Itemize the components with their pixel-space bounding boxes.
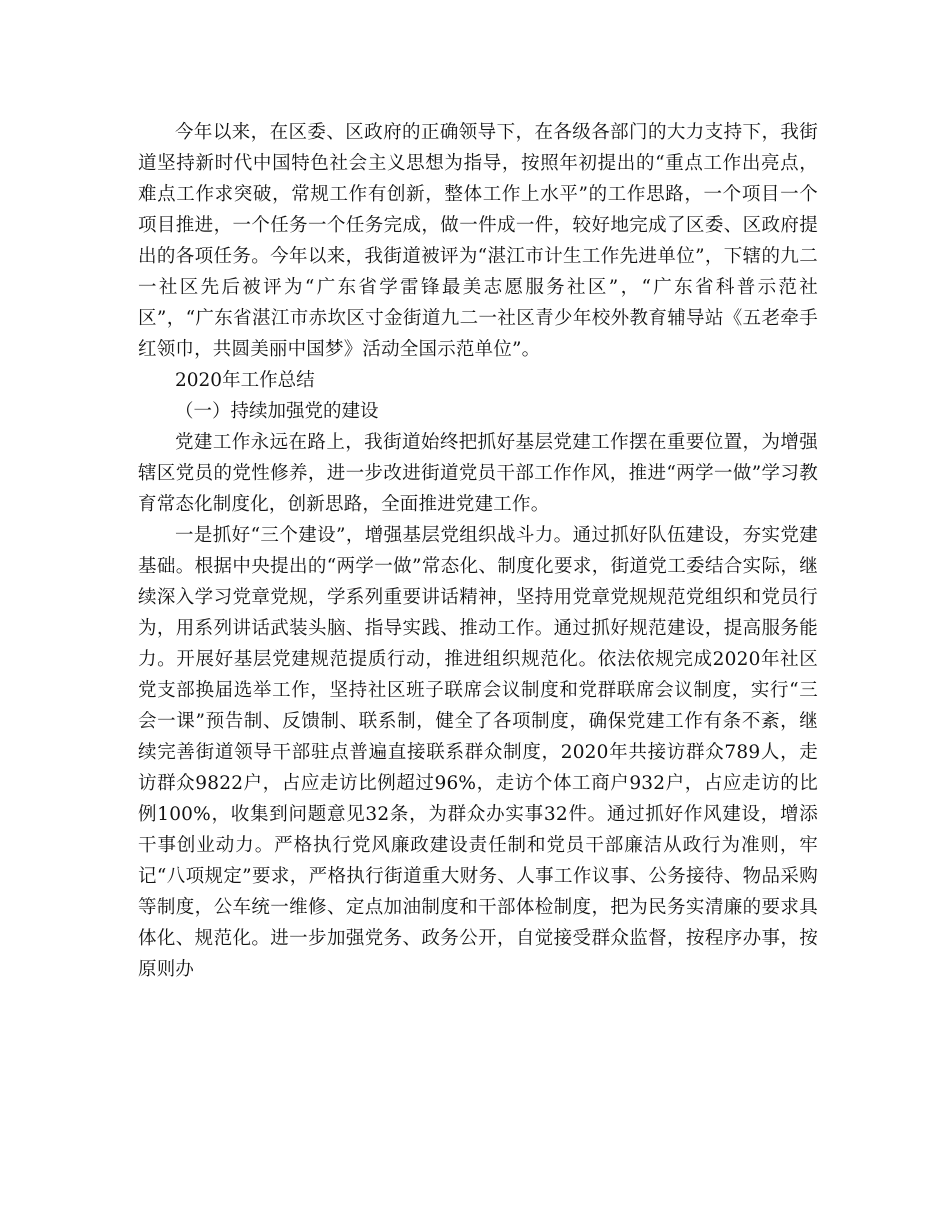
- section-heading-2020-summary: 2020年工作总结: [175, 370, 315, 391]
- subsection-heading-party-building: （一）持续加强党的建设: [175, 401, 379, 422]
- party-building-paragraph: 党建工作永远在路上，我街道始终把抓好基层党建工作摆在重要位置，为增强辖区党员的党性修养，进一步改进街道党员干部工作作风，推进“两学一做”学习教育常态化制度化，创新思路，全面推进党建工作。: [138, 432, 818, 515]
- document-body: [138, 117, 818, 985]
- intro-paragraph: 今年以来，在区委、区政府的正确领导下，在各级各部门的大力支持下，我街道坚持新时代中国特色社会主义思想为指导，按照年初提出的“重点工作出亮点，难点工作求突破，常规工作有创新，整体工作上水平”的工作思路，一个项目一个项目推进，一个任务一个任务完成，做一件成一件，较好地完成了区委、区政府提出的各项任务。今年以来，我街道被评为“湛江市计生工作先进单位”，下辖的九二一社区先后被评为“广东省学雷锋最美志愿服务社区”，“广东省科普示范社区”，“广东省湛江市赤坎区寸金街道九二一社区青少年校外教育辅导站《五老牵手红领巾，共圆美丽中国梦》活动全国示范单位”。: [138, 122, 818, 360]
- three-constructions-paragraph: 一是抓好“三个建设”，增强基层党组织战斗力。通过抓好队伍建设，夯实党建基础。根据中央提出的“两学一做”常态化、制度化要求，街道党工委结合实际，继续深入学习党章党规，学系列重要讲话精神，坚持用党章党规规范党组织和党员行为，用系列讲话武装头脑、指导实践、推动工作。通过抓好规范建设，提高服务能力。开展好基层党建规范提质行动，推进组织规范化。依法依规完成2020年社区党支部换届选举工作，坚持社区班子联席会议制度和党群联席会议制度，实行“三会一课”预告制、反馈制、联系制，健全了各项制度，确保党建工作有条不紊，继续完善街道领导干部驻点普遍直接联系群众制度，2020年共接访群众789人，走访群众9822户，占应走访比例超过96%，走访个体工商户932户，占应走访的比例100%，收集到问题意见32条，为群众办实事32件。通过抓好作风建设，增添干事创业动力。严格执行党风廉政建设责任制和党员干部廉洁从政行为准则，牢记“八项规定”要求，严格执行街道重大财务、人事工作议事、公务接待、物品采购等制度，公车统一维修、定点加油制度和干部体检制度，把为民务实清廉的要求具体化、规范化。进一步加强党务、政务公开，自觉接受群众监督，按程序办事，按原则办: [138, 525, 818, 980]
